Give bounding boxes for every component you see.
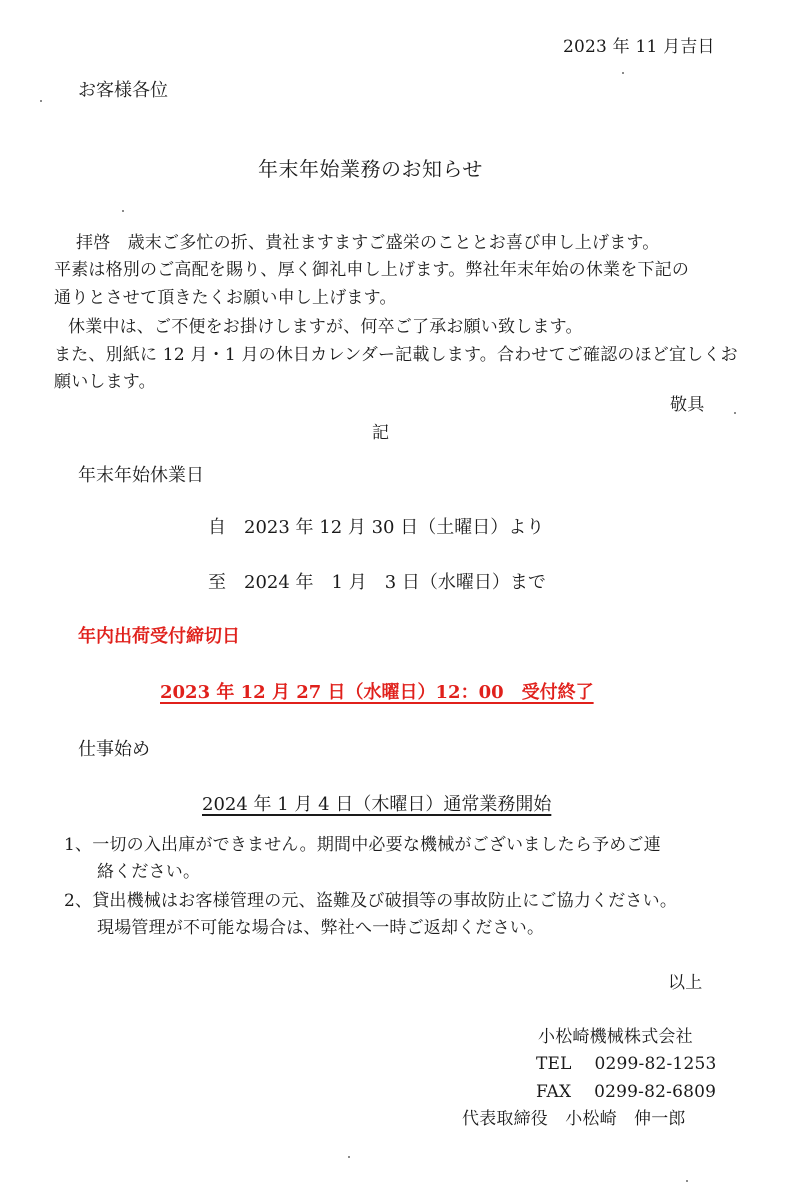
note-2-line-1: 2、貸出機械はお客様管理の元、盗難及び破損等の事故防止にご協力ください。 [64, 891, 678, 911]
deadline-line: 2023 年 12 月 27 日（水曜日）12：00 受付終了 [160, 682, 594, 703]
company-name: 小松崎機械株式会社 [538, 1027, 693, 1047]
closing-greeting: 敬具 [670, 395, 705, 415]
body-line-4: 休業中は、ご不便をお掛けしますが、何卒ご了承お願い致します。 [68, 317, 583, 337]
representative: 代表取締役 小松崎 伸一郎 [462, 1109, 686, 1129]
scan-speck [122, 210, 124, 212]
company-fax: FAX 0299-82-6809 [536, 1082, 717, 1102]
scan-speck [622, 72, 624, 74]
scan-speck [734, 412, 736, 414]
body-line-2: 平素は格別のご高配を賜り、厚く御礼申し上げます。弊社年末年始の休業を下記の [54, 260, 690, 280]
note-2-line-2: 現場管理が不可能な場合は、弊社へ一時ご返却ください。 [97, 918, 545, 938]
recipient: お客様各位 [78, 80, 168, 101]
body-line-6: 願いします。 [54, 372, 156, 392]
holiday-to: 至 2024 年 1 月 3 日（水曜日）まで [208, 572, 546, 593]
company-tel: TEL 0299-82-1253 [536, 1054, 717, 1074]
note-1-line-2: 絡ください。 [97, 862, 201, 882]
work-start-heading: 仕事始め [78, 739, 150, 760]
end-marker: 以上 [668, 973, 703, 993]
issue-date: 2023 年 11 月吉日 [563, 37, 715, 57]
scan-speck [686, 1180, 688, 1182]
body-line-1: 拝啓 歳末ご多忙の折、貴社ますますご盛栄のこととお喜び申し上げます。 [76, 233, 660, 253]
note-1-line-1: 1、一切の入出庫ができません。期間中必要な機械がございましたら予めご連 [64, 835, 661, 855]
scan-speck [348, 1156, 350, 1158]
deadline-heading: 年内出荷受付締切日 [78, 626, 240, 647]
scan-speck [40, 100, 42, 102]
body-line-3: 通りとさせて頂きたくお願い申し上げます。 [54, 288, 397, 308]
page-title: 年末年始業務のお知らせ [258, 157, 483, 181]
holiday-heading: 年末年始休業日 [78, 465, 204, 486]
body-line-5: また、別紙に 12 月・1 月の休日カレンダー記載します。合わせてご確認のほど宜しくお [54, 345, 738, 365]
ki-marker: 記 [372, 423, 390, 443]
work-start-line: 2024 年 1 月 4 日（木曜日）通常業務開始 [202, 794, 552, 815]
holiday-from: 自 2023 年 12 月 30 日（土曜日）より [208, 517, 545, 538]
